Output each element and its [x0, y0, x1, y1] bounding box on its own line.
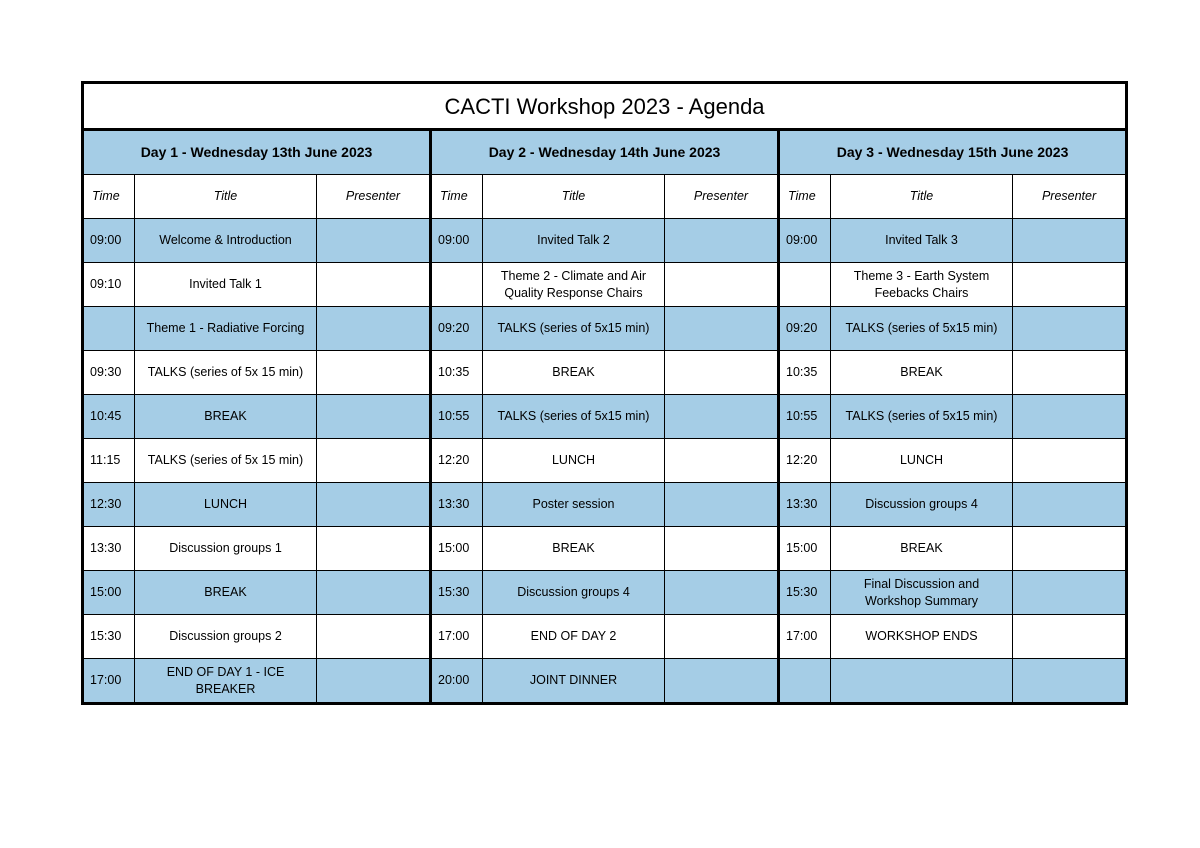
- session-time: 15:30: [83, 615, 135, 659]
- agenda-row: [83, 571, 1127, 615]
- session-time: [83, 307, 135, 351]
- session-time: [431, 263, 483, 307]
- session-time: 12:20: [431, 439, 483, 483]
- session-presenter: [1013, 483, 1127, 527]
- session-presenter: [317, 395, 431, 439]
- session-title: END OF DAY 1 - ICE BREAKER: [135, 659, 317, 704]
- session-time: 13:30: [83, 527, 135, 571]
- session-time: 09:30: [83, 351, 135, 395]
- session-title: Invited Talk 2: [483, 219, 665, 263]
- session-title: BREAK: [135, 571, 317, 615]
- presenter-column-header: Presenter: [1013, 175, 1127, 219]
- session-title: Poster session: [483, 483, 665, 527]
- session-time: 11:15: [83, 439, 135, 483]
- presenter-column-header: Presenter: [665, 175, 779, 219]
- session-presenter: [1013, 219, 1127, 263]
- session-presenter: [1013, 527, 1127, 571]
- session-time: 09:20: [779, 307, 831, 351]
- session-time: 09:20: [431, 307, 483, 351]
- session-presenter: [1013, 571, 1127, 615]
- session-time: 17:00: [83, 659, 135, 704]
- day-2-header: Day 2 - Wednesday 14th June 2023: [431, 130, 779, 175]
- session-title: [831, 659, 1013, 704]
- session-presenter: [317, 483, 431, 527]
- agenda-row: [83, 439, 1127, 483]
- session-presenter: [665, 527, 779, 571]
- session-time: 13:30: [431, 483, 483, 527]
- day-1-header: Day 1 - Wednesday 13th June 2023: [83, 130, 431, 175]
- session-presenter: [317, 307, 431, 351]
- session-time: 20:00: [431, 659, 483, 704]
- session-title: END OF DAY 2: [483, 615, 665, 659]
- session-title: Discussion groups 4: [483, 571, 665, 615]
- session-title: TALKS (series of 5x 15 min): [135, 351, 317, 395]
- session-title: BREAK: [831, 527, 1013, 571]
- session-title: TALKS (series of 5x15 min): [483, 307, 665, 351]
- session-time: 15:00: [83, 571, 135, 615]
- session-presenter: [665, 659, 779, 704]
- session-title: LUNCH: [483, 439, 665, 483]
- time-column-header: Time: [779, 175, 831, 219]
- session-presenter: [1013, 307, 1127, 351]
- session-title: Theme 2 - Climate and Air Quality Response Chairs: [483, 263, 665, 307]
- session-presenter: [317, 527, 431, 571]
- session-time: 15:30: [779, 571, 831, 615]
- session-title: LUNCH: [135, 483, 317, 527]
- day-header-row: [83, 130, 1127, 175]
- session-title: Discussion groups 1: [135, 527, 317, 571]
- session-time: 10:35: [431, 351, 483, 395]
- session-presenter: [317, 615, 431, 659]
- agenda-table: [81, 81, 1128, 705]
- agenda-row: [83, 263, 1127, 307]
- session-presenter: [1013, 395, 1127, 439]
- title-row: [83, 83, 1127, 130]
- session-time: 10:55: [779, 395, 831, 439]
- session-presenter: [317, 571, 431, 615]
- session-title: TALKS (series of 5x15 min): [831, 307, 1013, 351]
- session-presenter: [1013, 263, 1127, 307]
- presenter-column-header: Presenter: [317, 175, 431, 219]
- session-title: Invited Talk 1: [135, 263, 317, 307]
- session-presenter: [665, 483, 779, 527]
- session-presenter: [1013, 659, 1127, 704]
- session-title: TALKS (series of 5x 15 min): [135, 439, 317, 483]
- title-column-header: Title: [483, 175, 665, 219]
- session-time: 17:00: [779, 615, 831, 659]
- session-title: TALKS (series of 5x15 min): [831, 395, 1013, 439]
- session-presenter: [665, 219, 779, 263]
- agenda-row: [83, 659, 1127, 704]
- session-title: BREAK: [135, 395, 317, 439]
- session-time: 15:00: [779, 527, 831, 571]
- session-presenter: [665, 351, 779, 395]
- session-title: Welcome & Introduction: [135, 219, 317, 263]
- session-presenter: [665, 571, 779, 615]
- agenda-row: [83, 307, 1127, 351]
- time-column-header: Time: [83, 175, 135, 219]
- session-time: 09:10: [83, 263, 135, 307]
- agenda-title: CACTI Workshop 2023 - Agenda: [83, 83, 1127, 130]
- column-header-row: [83, 175, 1127, 219]
- session-time: 15:00: [431, 527, 483, 571]
- session-title: Invited Talk 3: [831, 219, 1013, 263]
- session-time: 13:30: [779, 483, 831, 527]
- session-time: 09:00: [431, 219, 483, 263]
- session-title: BREAK: [483, 527, 665, 571]
- session-title: LUNCH: [831, 439, 1013, 483]
- session-time: 12:30: [83, 483, 135, 527]
- session-presenter: [317, 659, 431, 704]
- session-title: BREAK: [483, 351, 665, 395]
- session-title: BREAK: [831, 351, 1013, 395]
- session-time: 09:00: [779, 219, 831, 263]
- agenda-row: [83, 219, 1127, 263]
- session-time: 10:55: [431, 395, 483, 439]
- session-presenter: [317, 263, 431, 307]
- time-column-header: Time: [431, 175, 483, 219]
- session-title: Theme 1 - Radiative Forcing: [135, 307, 317, 351]
- session-presenter: [317, 439, 431, 483]
- session-time: 10:45: [83, 395, 135, 439]
- agenda-row: [83, 483, 1127, 527]
- session-title: WORKSHOP ENDS: [831, 615, 1013, 659]
- session-title: Theme 3 - Earth System Feebacks Chairs: [831, 263, 1013, 307]
- session-title: TALKS (series of 5x15 min): [483, 395, 665, 439]
- session-presenter: [1013, 439, 1127, 483]
- session-presenter: [665, 307, 779, 351]
- session-presenter: [665, 615, 779, 659]
- session-title: Final Discussion and Workshop Summary: [831, 571, 1013, 615]
- session-presenter: [665, 395, 779, 439]
- agenda-row: [83, 615, 1127, 659]
- title-column-header: Title: [135, 175, 317, 219]
- session-title: Discussion groups 4: [831, 483, 1013, 527]
- session-presenter: [1013, 351, 1127, 395]
- session-time: 15:30: [431, 571, 483, 615]
- session-presenter: [1013, 615, 1127, 659]
- session-presenter: [317, 351, 431, 395]
- session-time: 12:20: [779, 439, 831, 483]
- session-time: [779, 263, 831, 307]
- agenda-row: [83, 395, 1127, 439]
- agenda-row: [83, 527, 1127, 571]
- title-column-header: Title: [831, 175, 1013, 219]
- session-presenter: [665, 263, 779, 307]
- session-time: 17:00: [431, 615, 483, 659]
- session-time: 09:00: [83, 219, 135, 263]
- session-title: Discussion groups 2: [135, 615, 317, 659]
- day-3-header: Day 3 - Wednesday 15th June 2023: [779, 130, 1127, 175]
- session-time: [779, 659, 831, 704]
- session-title: JOINT DINNER: [483, 659, 665, 704]
- session-presenter: [317, 219, 431, 263]
- agenda-row: [83, 351, 1127, 395]
- session-time: 10:35: [779, 351, 831, 395]
- session-presenter: [665, 439, 779, 483]
